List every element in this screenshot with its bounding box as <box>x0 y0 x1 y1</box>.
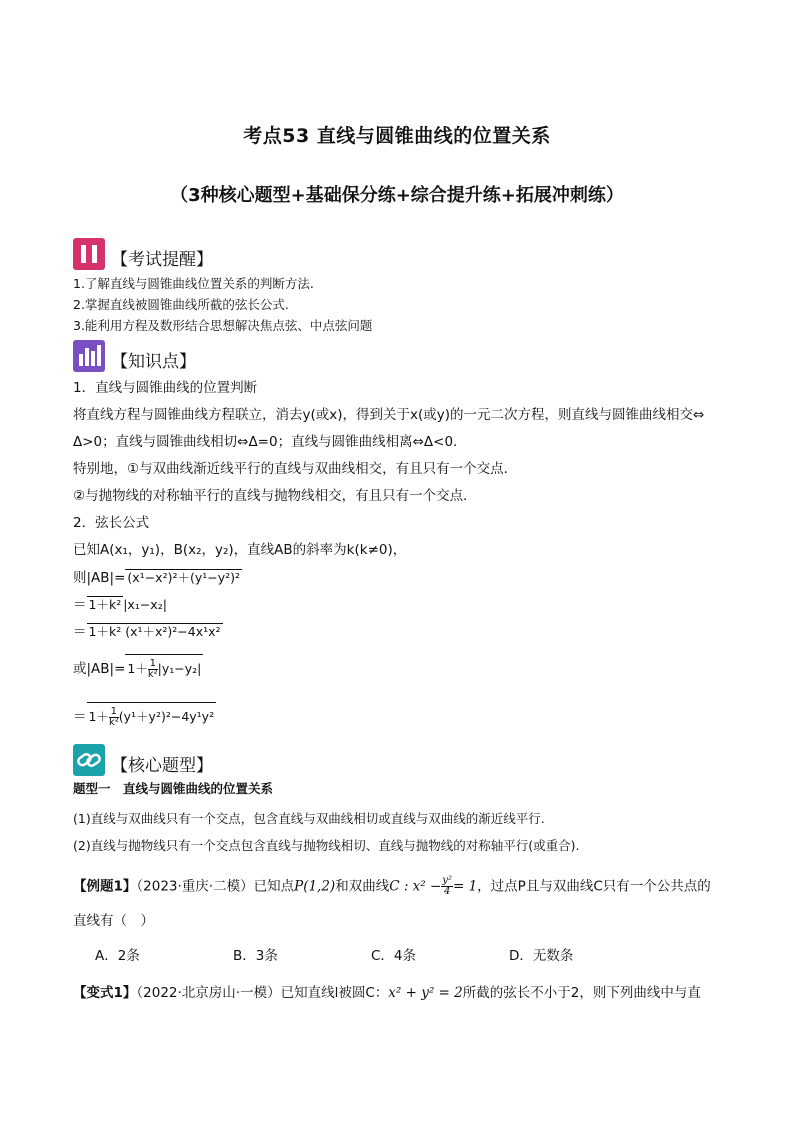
type-1-heading: 题型一 直线与圆锥曲线的位置关系 <box>73 781 274 796</box>
example-1-den: 4 <box>443 886 451 897</box>
formula-1-prefix: 则|AB|= <box>73 570 126 586</box>
knowledge-para-2: 特别地，①与双曲线渐近线平行的直线与双曲线相交，有且只有一个交点． <box>73 461 518 477</box>
option-b: B．3条 <box>233 948 278 964</box>
formula-2-prefix: ＝ <box>73 597 87 613</box>
reminder-item-1: 1.了解直线与圆锥曲线位置关系的判断方法. <box>73 276 314 291</box>
formula-4-fraction <box>148 659 158 680</box>
knowledge-para-1a: 将直线方程与圆锥曲线方程联立，消去y(或x)，得到关于x(或y)的一元二次方程，则直线与圆锥曲线相交⇔ <box>73 407 705 423</box>
reminder-item-3: 3.能利用方程及数形结合思想解决焦点弦、中点弦问题 <box>73 318 373 333</box>
example-1-num: y² <box>442 875 452 886</box>
formula-1-radical: (x¹−x²)²＋(y¹−y²)² <box>127 570 241 585</box>
variant-1-text: （2022·北京房山·一模）已知直线l被圆C： <box>136 985 389 1001</box>
formula-4-radical <box>125 654 203 683</box>
formula-5 <box>73 700 216 734</box>
type-1-note-1: (1)直线与双曲线只有一个交点，包含直线与双曲线相切或直线与双曲线的渐近线平行. <box>73 811 545 826</box>
variant-1-tag: 【变式1】 <box>73 985 137 1001</box>
type-1-note-2: (2)直线与抛物线只有一个交点包含直线与抛物线相切、直线与抛物线的对称轴平行(或重合). <box>73 838 580 853</box>
option-c: C．4条 <box>371 948 417 964</box>
variant-1-line-1 <box>73 985 701 1001</box>
formula-3 <box>73 623 223 640</box>
formula-3-prefix: ＝ <box>73 624 87 640</box>
example-1-curve-b: = 1 <box>452 878 478 895</box>
section-core-label: 【核心题型】 <box>111 756 213 776</box>
variant-1-tail: 所截的弦长不小于2，则下列曲线中与直 <box>462 985 701 1001</box>
knowledge-para-4: 已知A(x₁，y₁)，B(x₂，y₂)，直线AB的斜率为k(k≠0)， <box>73 542 407 558</box>
knowledge-para-1b: Δ>0；直线与圆锥曲线相切⇔Δ=0；直线与圆锥曲线相离⇔Δ<0. <box>73 434 458 450</box>
chain-link-icon <box>73 744 105 776</box>
knowledge-heading-1: 1．直线与圆锥曲线的位置判断 <box>73 380 258 396</box>
example-1-curve-a: C : x² − <box>389 878 442 895</box>
bar-chart-icon <box>73 340 105 372</box>
formula-5-prefix: ＝ <box>73 709 87 725</box>
example-1-line-1 <box>73 876 711 897</box>
variant-1-equation: x² + y² = 2 <box>388 985 463 1001</box>
formula-5-den: k² <box>108 717 119 728</box>
section-reminder-header <box>73 236 213 270</box>
page-title: 考点53 直线与圆锥曲线的位置关系 <box>243 125 551 147</box>
option-d: D．无数条 <box>509 948 574 964</box>
formula-4-suffix: |y₁−y₂| <box>157 661 202 676</box>
example-1-point: P(1,2) <box>294 878 336 895</box>
pause-bars-icon <box>73 238 105 270</box>
formula-2-suffix: |x₁−x₂| <box>123 597 167 612</box>
section-reminder-label: 【考试提醒】 <box>111 250 213 270</box>
example-1-text: （2023·重庆·二模）已知点 <box>136 878 295 895</box>
formula-1 <box>73 569 242 586</box>
example-1-options <box>95 944 573 964</box>
formula-5-suffix: (y¹＋y²)²−4y¹y² <box>118 709 215 724</box>
option-a: A．2条 <box>95 948 140 964</box>
knowledge-para-3: ②与抛物线的对称轴平行的直线与抛物线相交，有且只有一个交点． <box>73 488 477 504</box>
formula-4-prefix: 或|AB|= <box>73 661 126 677</box>
section-knowledge-header <box>73 338 196 372</box>
formula-5-num: 1 <box>110 706 118 717</box>
formula-5-one: 1＋ <box>88 709 109 724</box>
formula-4-den: k² <box>147 669 158 680</box>
reminder-item-2: 2.掌握直线被圆锥曲线所截的弦长公式. <box>73 297 289 312</box>
formula-3-radical-1: 1＋k² <box>88 624 122 639</box>
formula-4-one: 1＋ <box>127 661 148 676</box>
formula-5-radical <box>87 702 217 731</box>
formula-2-radical: 1＋k² <box>88 597 122 612</box>
example-1-tail: ，过点P且与双曲线C只有一个公共点的 <box>477 878 711 895</box>
formula-4-num: 1 <box>149 658 156 669</box>
formula-4 <box>73 652 203 686</box>
example-1-mid: 和双曲线 <box>335 878 390 895</box>
section-core-header <box>73 742 213 776</box>
formula-5-fraction <box>109 707 119 728</box>
page-subtitle: （3种核心题型+基础保分练+综合提升练+拓展冲刺练） <box>170 185 624 206</box>
formula-3-radical-2: (x¹＋x²)²−4x¹x² <box>125 624 221 639</box>
example-1-tag: 【例题1】 <box>73 878 137 895</box>
example-1-line-2: 直线有（ ） <box>73 913 154 929</box>
example-1-fraction <box>441 876 453 897</box>
section-knowledge-label: 【知识点】 <box>111 352 196 372</box>
knowledge-heading-2: 2．弦长公式 <box>73 515 150 531</box>
formula-2 <box>73 596 167 613</box>
